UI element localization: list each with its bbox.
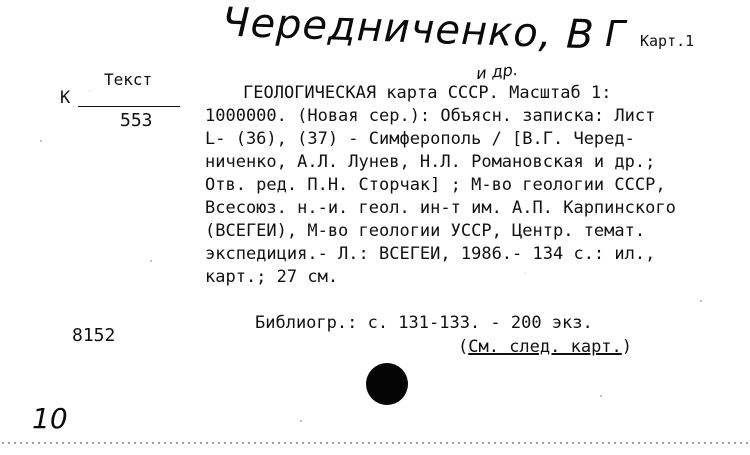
description-line: карт.; 27 см.	[205, 267, 339, 287]
fond-k-letter: К	[60, 88, 71, 108]
handwritten-bottom-number: 10	[32, 402, 68, 435]
description-line: Отв. ред. П.Н. Сторчак] ; М-во геологии СССР,	[205, 175, 666, 195]
bibliographic-description	[205, 82, 745, 289]
see-next-card	[458, 337, 632, 357]
see-next-open-paren: (	[458, 337, 469, 357]
see-next-label: См. след. карт.	[468, 337, 622, 357]
shelf-number: 553	[120, 110, 153, 131]
scan-speck	[150, 260, 152, 262]
fond-label: Текст	[104, 70, 153, 89]
description-line: ГЕОЛОГИЧЕСКАЯ карта СССР. Масштаб 1:	[243, 83, 612, 103]
handwritten-section-letter: Г	[605, 14, 626, 55]
see-next-close-paren: )	[621, 337, 633, 357]
handwritten-author: Чередниченко, В	[221, 0, 596, 59]
handwritten-and-others: и др.	[475, 59, 519, 84]
description-line: экспедиция.- Л.: ВСЕГЕИ, 1986.- 134 с.: ил.,	[205, 244, 656, 264]
bibliography-note: Библиогр.: с. 131-133. - 200 экз.	[255, 313, 593, 333]
description-line: ниченко, А.Л. Лунев, Н.Л. Романовская и др.;	[205, 152, 656, 172]
scan-speck	[700, 300, 702, 302]
scan-noise-strip	[0, 440, 750, 448]
inventory-number: 8152	[72, 325, 116, 346]
scan-speck	[600, 395, 602, 397]
card-number: Карт.1	[640, 32, 695, 50]
description-line: L- (36), (37) - Симферополь / [В.Г. Черед-	[205, 129, 635, 149]
description-line: Всесоюз. н.-и. геол. ин-т им. А.П. Карпинского	[205, 198, 676, 218]
description-line: 1000000. (Новая сер.): Объясн. записка: Лист	[205, 106, 656, 126]
scan-speck	[300, 420, 302, 422]
scan-speck	[40, 140, 42, 142]
scan-speck	[520, 40, 522, 42]
punch-hole	[366, 363, 408, 405]
description-line: (ВСЕГЕИ), М-во геологии УССР, Центр. темат.	[205, 221, 646, 241]
fond-underline	[78, 106, 180, 107]
